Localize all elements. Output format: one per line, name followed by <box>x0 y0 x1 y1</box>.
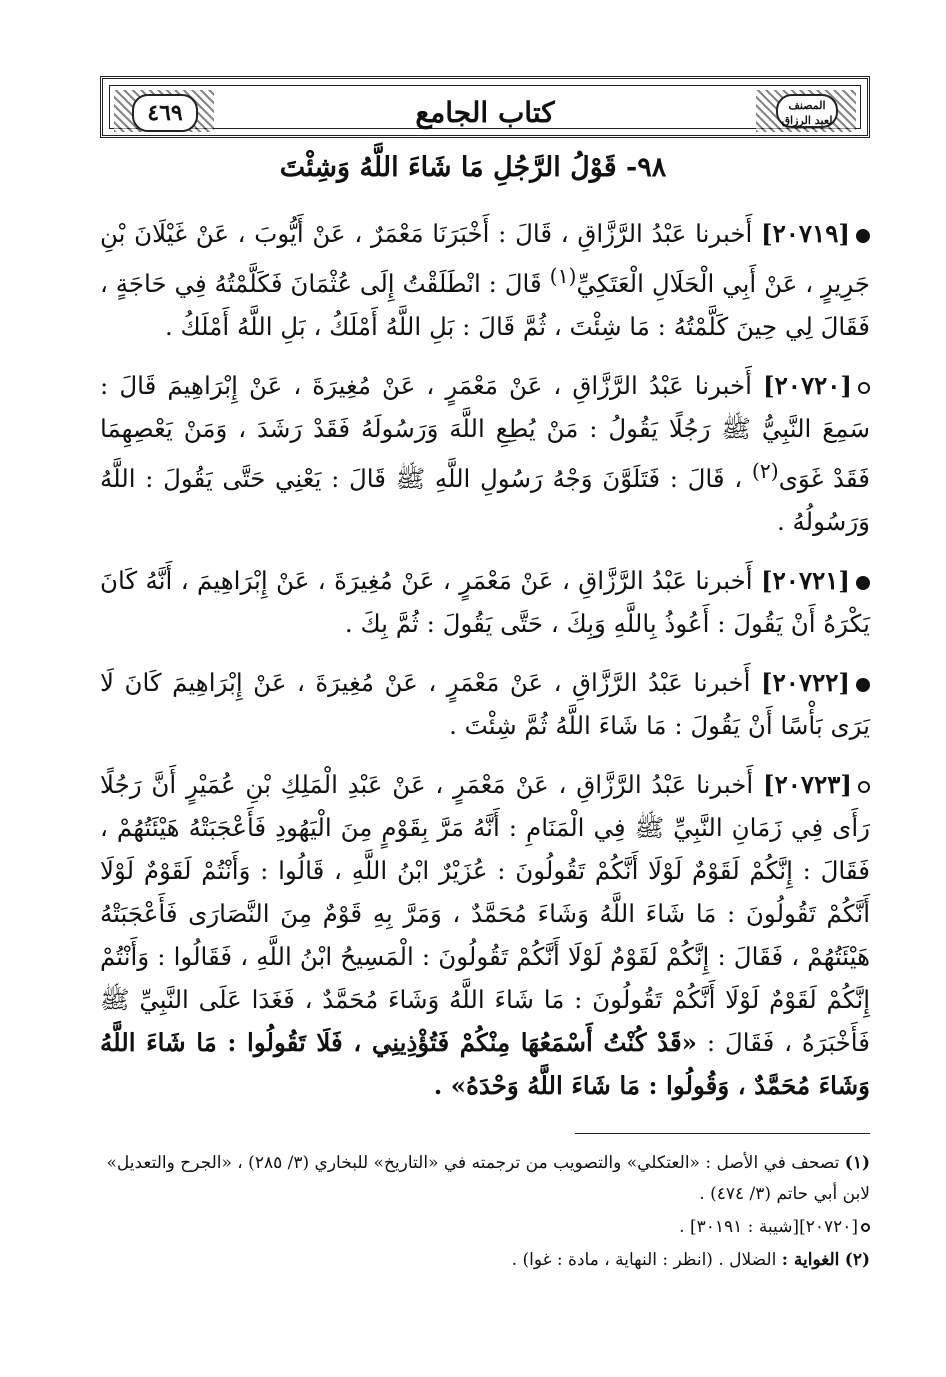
hadith-text: أَخبرنا عَبْدُ الرَّزَّاقِ ، عَنْ مَعْمَرٍ ، عَنْ عَبْدِ الْمَلِكِ بْنِ عُمَيْرٍ أَنَّ رَجُلًا رَأَى فِي زَمَانِ النَّبِيِّ ﷺ فِي الْمَنَامِ : أَنَّهُ مَرَّ بِقَوْمٍ مِنَ الْيَهُودِ فَأَعْجَبَتْهُ هَيْئَتُهُمْ ، فَقَالَ : إِنَّكُمْ لَقَوْمٌ لَوْلَا أَنَّكُمْ تَقُولُونَ : عُزَيْرٌ ابْنُ اللَّهِ ، قَالُوا : وَأَنْتُمْ لَقَوْمٌ لَوْلَا أَنَّكُمْ تَقُولُونَ : مَا شَاءَ اللَّهُ وَشَاءَ مُحَمَّدٌ ، وَمَرَّ بِهِ قَوْمٌ مِنَ النَّصَارَى فَأَعْجَبَتْهُ هَيْئَتُهُمْ ، فَقَالَ : إِنَّكُمْ لَقَوْمٌ لَوْلَا أَنَّكُمْ تَقُولُونَ : الْمَسِيحُ ابْنُ اللَّهِ ، فَقَالُوا : وَأَنْتُمْ إِنَّكُمْ لَقَوْمٌ لَوْلَا أَنَّكُمْ تَقُولُونَ : مَا شَاءَ اللَّهُ وَشَاءَ مُحَمَّدٌ ، فَغَدَا عَلَى النَّبِيِّ ﷺ فَأَخْبَرَهُ ، فَقَالَ : <box>100 770 870 1058</box>
hadith-number: [٢٠٧٢٣] <box>763 770 852 800</box>
hadith-paragraph <box>100 661 870 747</box>
footnote-divider <box>575 1133 870 1134</box>
hadith-paragraph <box>100 763 870 1107</box>
footnote-mark: (٢) <box>844 1250 870 1270</box>
hollow-bullet-icon <box>858 382 870 394</box>
page-number: ٤٦٩ <box>132 94 198 132</box>
hadith-text-cont: ، قَالَ : فَتَلَوَّنَ وَجْهُ رَسُولِ اللَّهِ ﷺ قَالَ : يَعْنِي حَتَّى يَقُولَ : اللَّهُ وَرَسُولُهُ . <box>100 464 870 537</box>
chapter-heading: ٩٨- قَوْلُ الرَّجُلِ مَا شَاءَ اللَّهُ وَشِئْتَ <box>279 152 667 183</box>
footnote-1 <box>100 1148 870 1210</box>
footnote-text: الضلال . (انظر : النهاية ، مادة : غوا) . <box>511 1250 777 1270</box>
hadith-number: [٢٠٧٢١] <box>761 566 851 596</box>
header-inner-frame <box>109 85 861 129</box>
hadith-number: [٢٠٧٢٠] <box>763 371 853 401</box>
footnote-ref: (١) <box>549 264 577 288</box>
running-title: كتاب الجامع <box>415 96 555 129</box>
hadith-text: أَخبرنا عَبْدُ الرَّزَّاقِ ، عَنْ مَعْمَرٍ ، عَنْ مُغِيرَةَ ، عَنْ إِبْرَاهِيمَ كَانَ لَا يَرَى بَأْسًا أَنْ يَقُولَ : مَا شَاءَ اللَّهُ ثُمَّ شِئْتَ . <box>100 668 870 741</box>
hadith-paragraph <box>100 559 870 645</box>
footnote-mark: (١) <box>844 1153 870 1173</box>
footnote-term: الغواية : <box>781 1250 840 1270</box>
hadith-text: أَخبرنا عَبْدُ الرَّزَّاقِ ، قَالَ : أَخْبَرَنَا مَعْمَرٌ ، عَنْ أَيُّوبَ ، عَنْ غَيْلَانَ بْنِ جَرِيرٍ ، عَنْ أَبِي الْحَلَالِ الْعَتَكِيِّ <box>100 219 870 299</box>
hadith-text: أَخبرنا عَبْدُ الرَّزَّاقِ ، عَنْ مَعْمَرٍ ، عَنْ مُغِيرَةَ ، عَنْ إِبْرَاهِيمَ قَالَ : سَمِعَ النَّبِيُّ ﷺ رَجُلًا يَقُولُ : مَنْ يُطِعِ اللَّهَ وَرَسُولَهُ فَقَدْ رَشَدَ ، وَمَنْ يَعْصِهِمَا فَقَدْ غَوَى <box>100 371 870 494</box>
filled-bullet-icon <box>856 576 870 590</box>
hadith-number: [٢٠٧١٩] <box>761 219 850 248</box>
hadith-text-cont: قَالَ : انْطَلَقْتُ إِلَى عُثْمَانَ فَكَلَّمْتُهُ فِي حَاجَةٍ ، فَقَالَ لِي حِينَ كَلَّمْتُهُ : مَا شِئْتَ ، ثُمَّ قَالَ : بَلِ اللَّهُ أَمْلَكُ ، بَلِ اللَّهُ أَمْلَكُ . <box>100 269 870 342</box>
logo-line-2: لعبد الرزاق <box>781 114 833 127</box>
filled-bullet-icon <box>856 229 870 243</box>
hadith-text: أَخبرنا عَبْدُ الرَّزَّاقِ ، عَنْ مَعْمَرٍ ، عَنْ مُغِيرَةَ ، عَنْ إِبْرَاهِيمَ ، أَنَّهُ كَانَ يَكْرَهُ أَنْ يَقُولَ : أَعُوذُ بِاللَّهِ وَبِكَ ، حَتَّى يَقُولَ : ثُمَّ بِكَ . <box>100 566 870 639</box>
prophet-quote: «قَدْ كُنْتُ أَسْمَعُهَا مِنْكُمْ فَتُؤْذِينِي ، فَلَا تَقُولُوا : مَا شَاءَ اللَّهُ وَشَاءَ مُحَمَّدٌ ، وَقُولُوا : مَا شَاءَ اللَّهُ وَحْدَهُ» . <box>100 1028 870 1101</box>
main-text <box>100 212 870 1123</box>
footnote-source <box>100 1212 870 1243</box>
hadith-paragraph <box>100 364 870 543</box>
page-header <box>100 76 870 138</box>
footnotes <box>100 1148 870 1278</box>
footnote-text: تصحف في الأصل : «العتكلي» والتصويب من ترجمته في «التاريخ» للبخاري (٣/ ٢٨٥) ، «الجرح والتعديل» لابن أبي حاتم (٣/ ٤٧٤) . <box>106 1153 870 1204</box>
hollow-bullet-icon <box>858 781 870 793</box>
logo-line-1: المصنف <box>788 99 826 112</box>
footnote-ref: (٢) <box>751 459 779 484</box>
footnote-2 <box>100 1245 870 1276</box>
hadith-paragraph <box>100 212 870 348</box>
hollow-bullet-icon <box>861 1223 870 1232</box>
source-text: [٢٠٧٢٠][شيبة : ٣٠١٩١] . <box>679 1217 858 1237</box>
filled-bullet-icon <box>856 678 870 692</box>
hadith-number: [٢٠٧٢٢] <box>761 668 850 698</box>
